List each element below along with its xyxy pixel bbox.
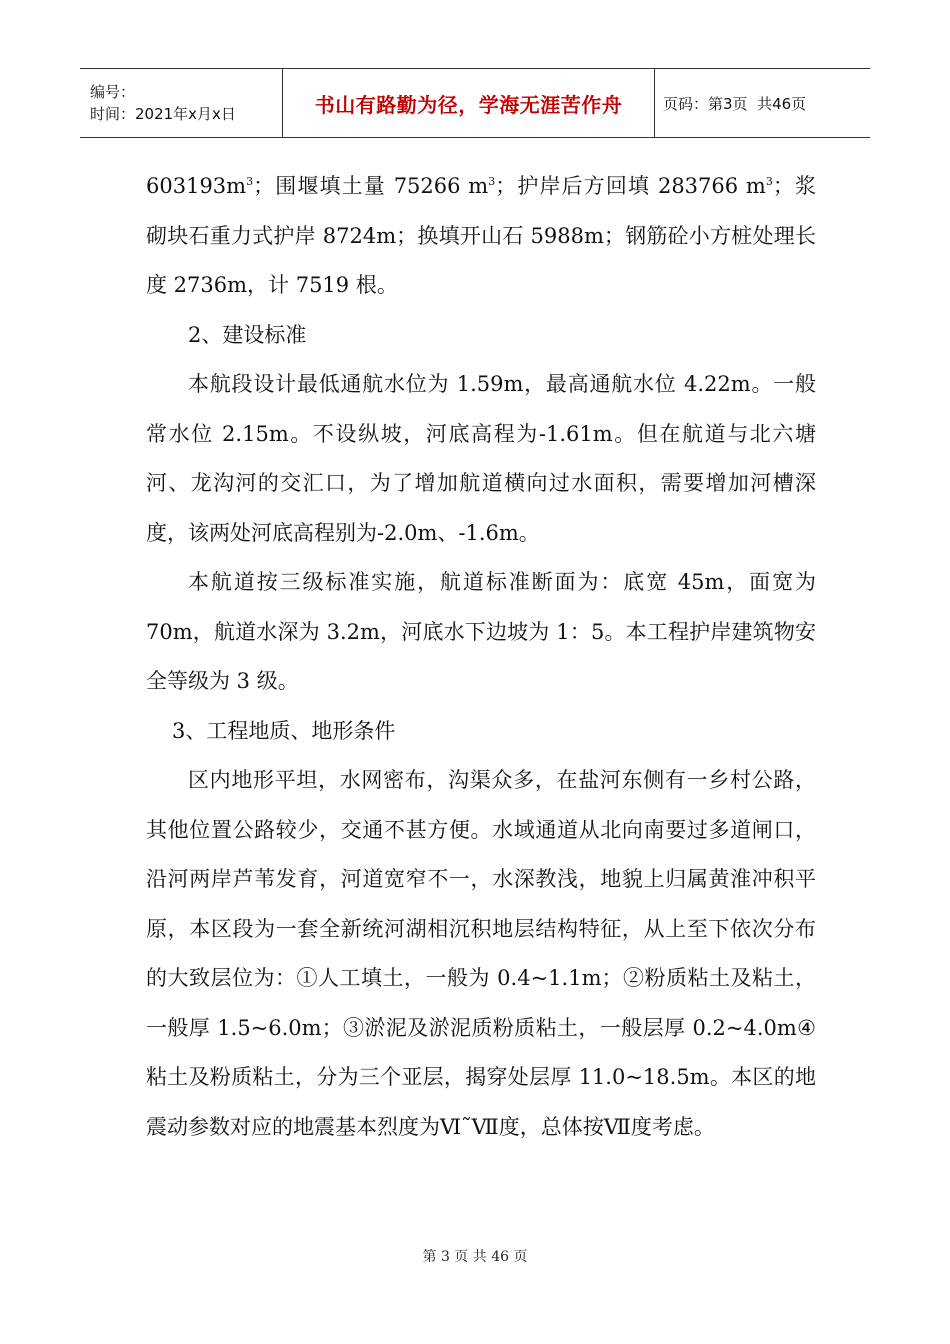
paragraph-channel-standard: 本航道按三级标准实施，航道标准断面为：底宽 45m，面宽为 70m，航道水深为 3.2m，河底水下边坡为 1：5。本工程护岸建筑物安全等级为 3 级。: [146, 570, 816, 693]
quantity-text-1: 603193m: [146, 174, 247, 198]
superscript-2: 3: [488, 175, 496, 188]
paragraph-water-levels: 本航段设计最低通航水位为 1.59m，最高通航水位 4.22m。一般常水位 2.15m。不设纵坡，河底高程为-1.61m。但在航道与北六塘河、龙沟河的交汇口，为了增加航道横向过水面积，需要增加河槽深度，该两处河底高程别为-2.0m、-1.6m。: [146, 372, 816, 545]
superscript-3: 3: [765, 175, 773, 188]
header-motto: 书山有路勤为径，学海无涯苦作舟: [283, 69, 655, 137]
document-number-label: 编号：: [90, 83, 136, 101]
page-footer: 第 3 页 共 46 页: [422, 1249, 528, 1265]
quantity-text-2: ；围堰填土量 75266 m: [253, 174, 489, 198]
section-heading-geology: 3、工程地质、地形条件: [172, 718, 396, 743]
header-meta: [80, 69, 283, 137]
section-heading-construction-standard: 2、建设标准: [188, 322, 307, 347]
quantity-text-4: ；浆砌块石重力式护岸 8724m；换填开山石 5988m；钢筋砼小方桩处理长度 2736m，计 7519 根。: [146, 174, 816, 297]
document-time-label: 时间：2021年x月x日: [90, 105, 236, 123]
superscript-1: 3: [246, 175, 254, 188]
quantity-text-3: ；护岸后方回填 283766 m: [495, 174, 766, 198]
header-page-info: [655, 69, 870, 137]
paragraph-quantities: [146, 162, 816, 311]
document-body: [146, 162, 816, 1152]
page-header: [80, 68, 870, 138]
paragraph-geology: 区内地形平坦，水网密布，沟渠众多，在盐河东侧有一乡村公路，其他位置公路较少，交通不甚方便。水域通道从北向南要过多道闸口，沿河两岸芦苇发育，河道宽窄不一，水深教浅，地貌上归属黄淮冲积平原，本区段为一套全新统河湖相沉积地层结构特征，从上至下依次分布的大致层位为：①人工填土，一般为 0.4~1.1m；②粉质粘土及粘土，一般厚 1.5~6.0m；③淤泥及淤泥质粉质粘土，一般层厚 0.2~4.0m④ 粘土及粉质粘土，分为三个亚层，揭穿处层厚 11.0~18.5m。本区的地震动参数对应的地震基本烈度为Ⅵ˜Ⅶ度，总体按Ⅶ度考虑。: [146, 768, 816, 1139]
header-page-label: 页码：第3页 共46页: [663, 94, 807, 113]
